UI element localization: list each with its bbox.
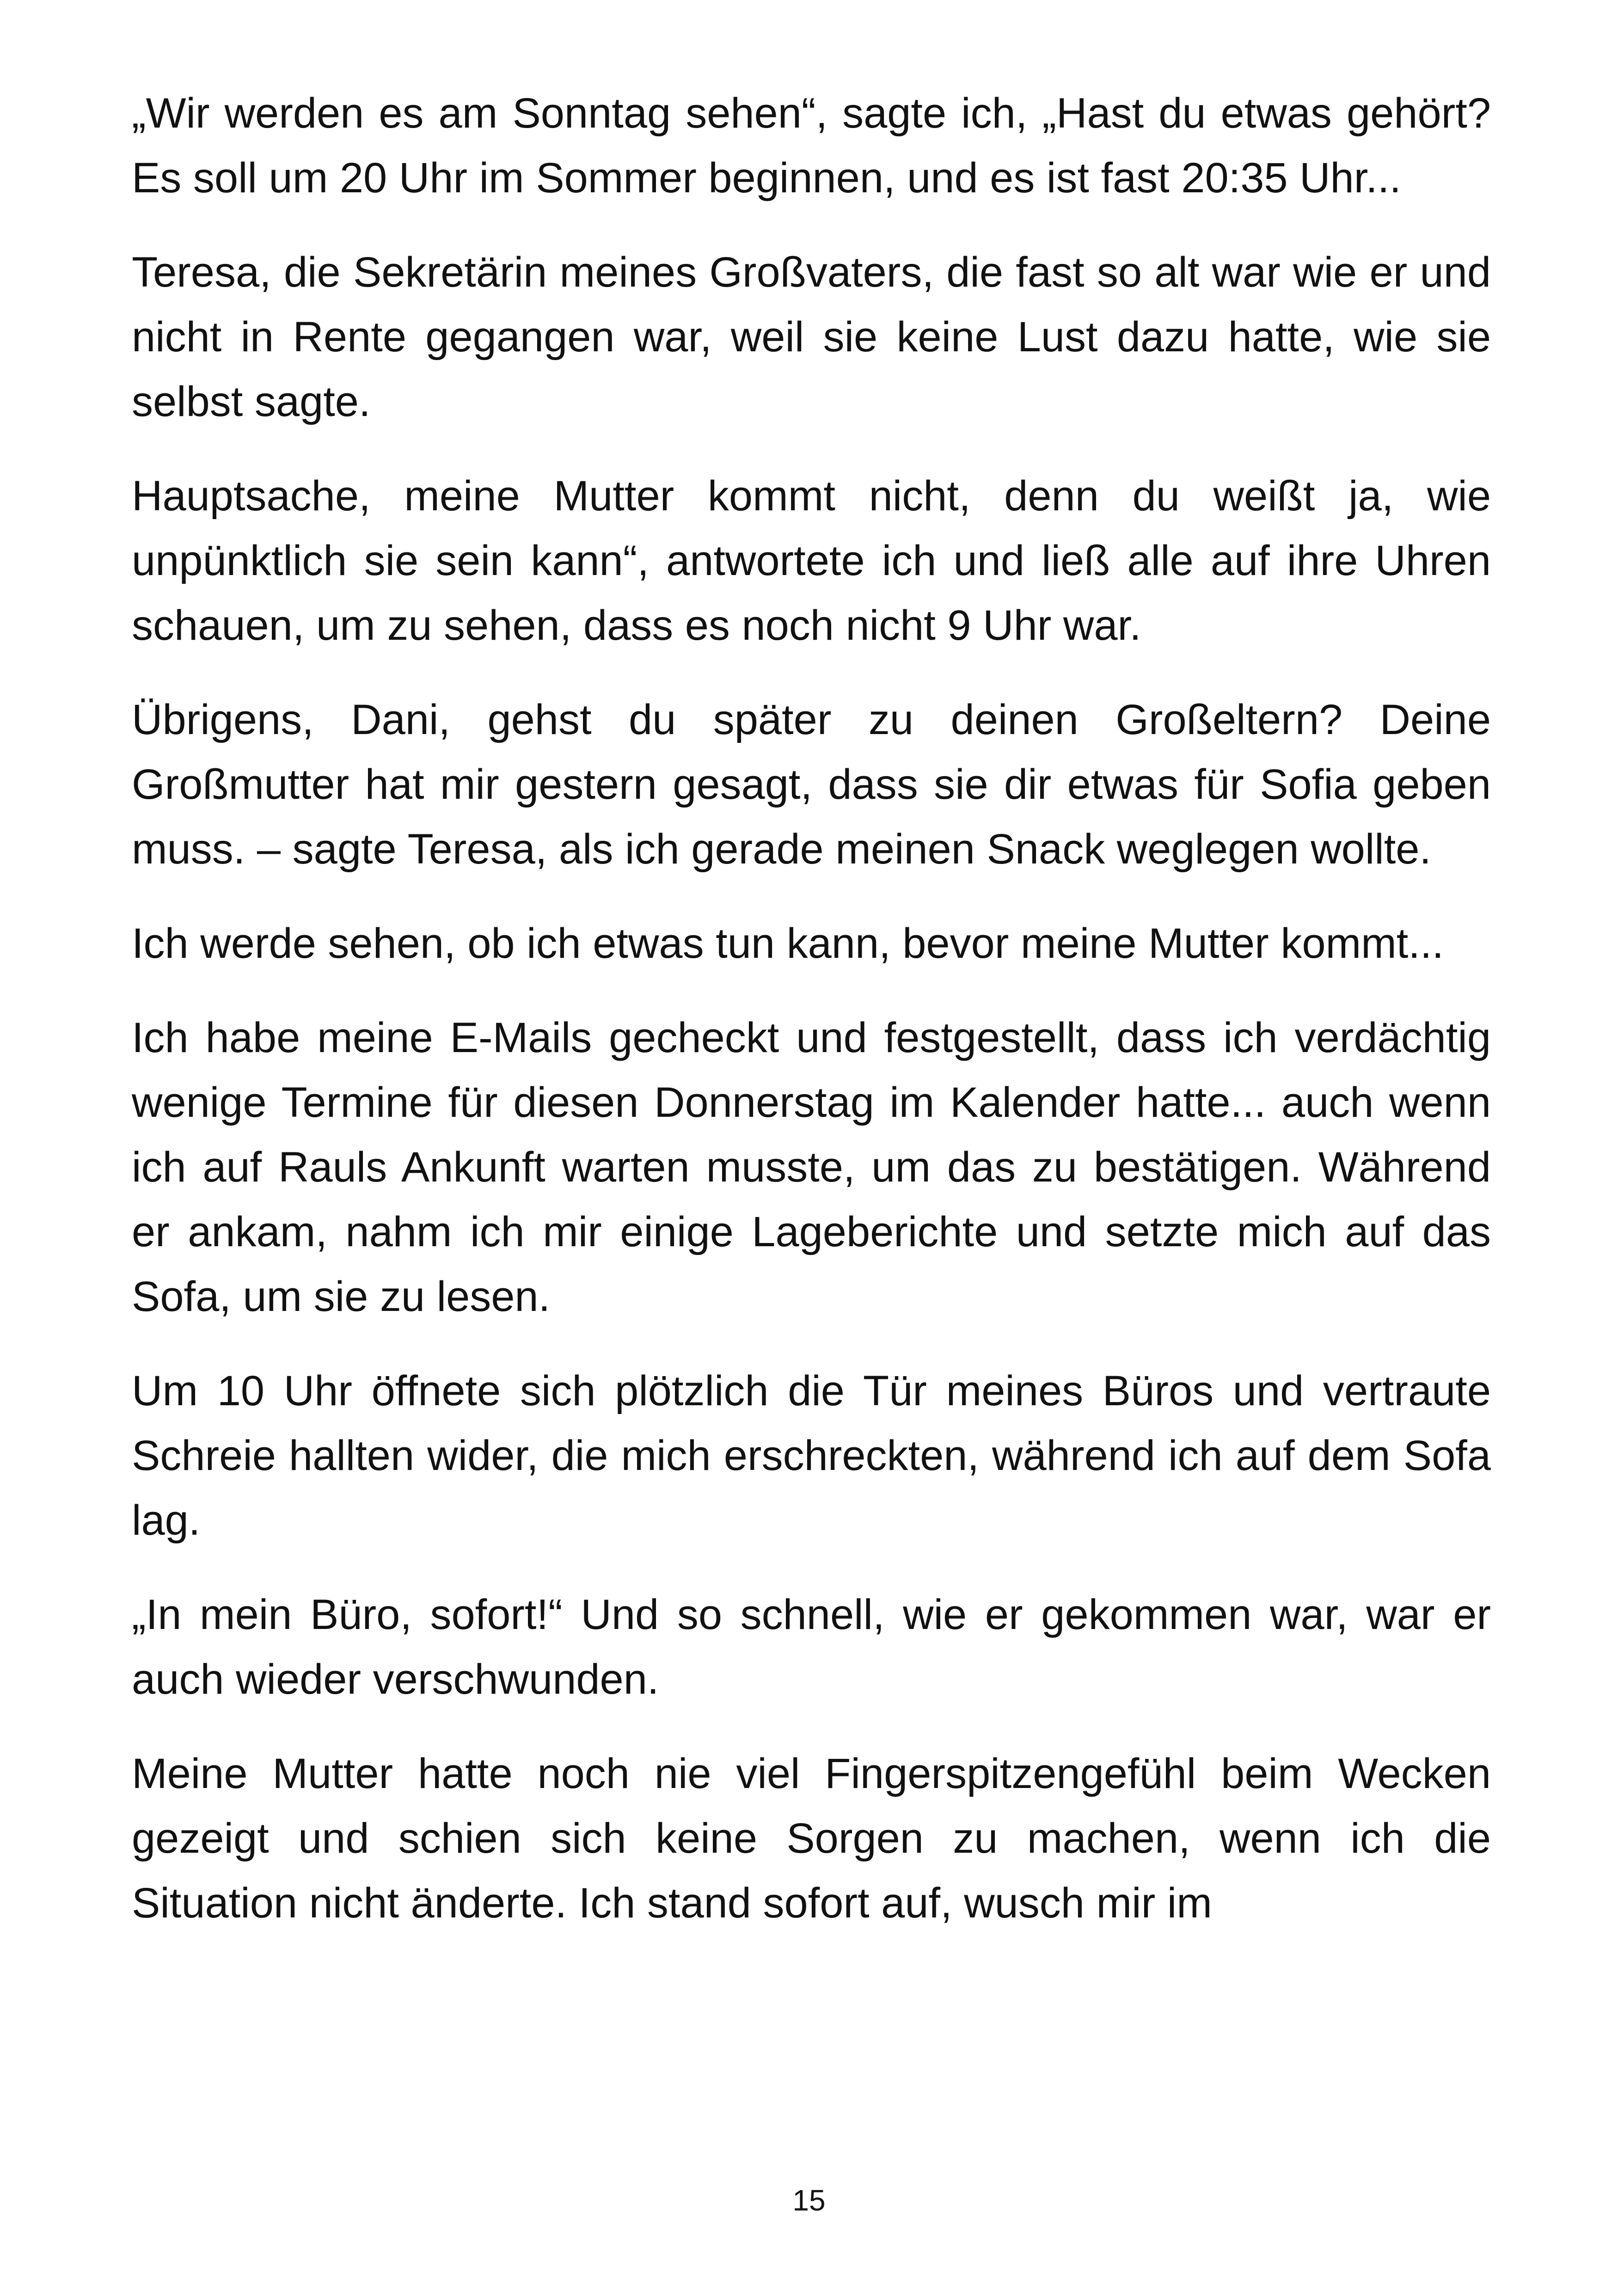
paragraph: Ich habe meine E-Mails gecheckt und festgestellt, dass ich verdächtig wenige Termine für diesen Donnerstag im Kalender hatte... auch wenn ich auf Rauls Ankunft warten musste, um das zu bestätigen. Während er ankam, nahm ich mir einige Lageberichte und setzte mich auf das Sofa, um sie zu lesen. (132, 1014, 1491, 1320)
paragraph: „In mein Büro, sofort!“ Und so schnell, wie er gekommen war, war er auch wieder verschwunden. (132, 1591, 1491, 1703)
body-text (132, 81, 1491, 1965)
paragraph: Teresa, die Sekretärin meines Großvaters, die fast so alt war wie er und nicht in Rente gegangen war, weil sie keine Lust dazu hatte, wie sie selbst sagte. (132, 249, 1491, 425)
page-number: 15 (792, 2184, 826, 2217)
paragraph: Meine Mutter hatte noch nie viel Fingerspitzengefühl beim Wecken gezeigt und schien sich keine Sorgen zu machen, wenn ich die Situation nicht änderte. Ich stand sofort auf, wusch mir im (132, 1750, 1491, 1927)
paragraph: Um 10 Uhr öffnete sich plötzlich die Tür meines Büros und vertraute Schreie hallten wider, die mich erschreckten, während ich auf dem Sofa lag. (132, 1367, 1491, 1544)
paragraph: „Wir werden es am Sonntag sehen“, sagte ich, „Hast du etwas gehört? Es soll um 20 Uhr im Sommer beginnen, und es ist fast 20:35 Uhr... (132, 90, 1491, 202)
paragraph: Ich werde sehen, ob ich etwas tun kann, bevor meine Mutter kommt... (132, 920, 1444, 967)
paragraph: Übrigens, Dani, gehst du später zu deinen Großeltern? Deine Großmutter hat mir gestern gesagt, dass sie dir etwas für Sofia geben muss. – sagte Teresa, als ich gerade meinen Snack weglegen wollte. (132, 696, 1491, 873)
paragraph: Hauptsache, meine Mutter kommt nicht, denn du weißt ja, wie unpünktlich sie sein kann“, antwortete ich und ließ alle auf ihre Uhren schauen, um zu sehen, dass es noch nicht 9 Uhr war. (132, 472, 1491, 649)
